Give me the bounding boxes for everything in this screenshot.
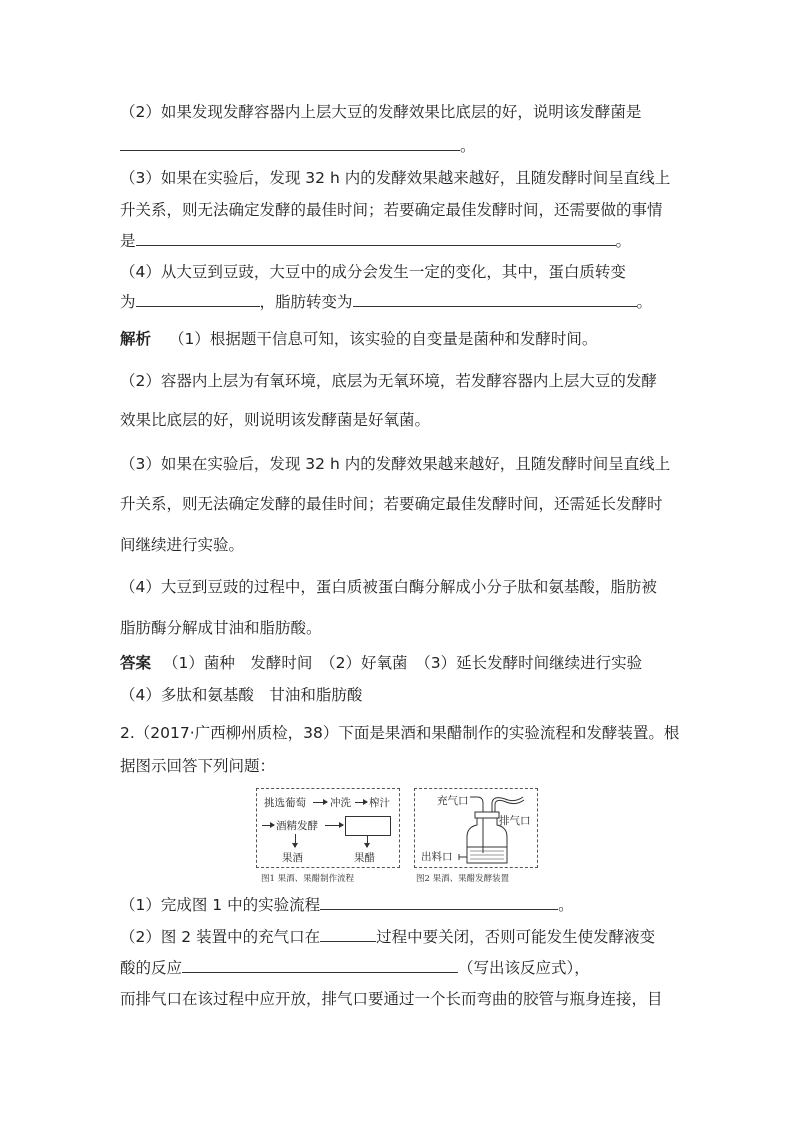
- figure-2-caption: 图2 果酒、果醋发酵装置: [416, 874, 510, 884]
- answer-label: 答案: [120, 654, 152, 672]
- flow-step-pick-grapes: 挑选葡萄: [264, 797, 306, 809]
- flow-arrow: [262, 825, 274, 826]
- outlet-label: 排气口: [499, 815, 531, 827]
- flow-step-juice: 榨汁: [369, 797, 390, 809]
- question-3-line-1: （3）如果在实验后，发现 32 h 内的发酵效果越来越好，且随发酵时间呈直线上: [120, 169, 671, 187]
- analysis-line-6: 间继续进行实验。: [120, 536, 245, 554]
- flow-arrow: [313, 802, 327, 803]
- figure-2-apparatus: [414, 788, 538, 868]
- analysis-line-8: 脂肪酶分解成甘油和脂肪酸。: [120, 619, 322, 637]
- question-3-line-3: 是 。: [120, 229, 631, 252]
- question-3-line-2: 升关系，则无法确定发酵的最佳时间；若要确定最佳发酵时间，还需要做的事情: [120, 201, 663, 219]
- answer-line-1: 答案 （1）菌种 发酵时间 （2）好氧菌 （3）延长发酵时间继续进行实验: [120, 654, 643, 672]
- inlet-label: 充气口: [437, 795, 469, 807]
- flow-arrow-down: [295, 834, 296, 847]
- question-2-text: （2）如果发现发酵容器内上层大豆的发酵效果比底层的好，说明该发酵菌是: [120, 103, 642, 121]
- answer-blank: [182, 956, 458, 973]
- flow-output-wine: 果酒: [282, 852, 303, 864]
- answer-blank: [120, 134, 460, 151]
- analysis-line-1: 解析 （1）根据题干信息可知，该实验的自变量是菌种和发酵时间。: [120, 330, 598, 348]
- answer-line-2: （4）多肽和氨基酸 甘油和脂肪酸: [120, 686, 363, 704]
- question-4-line-1: （4）从大豆到豆豉，大豆中的成分会发生一定的变化，其中，蛋白质转变: [120, 263, 626, 281]
- analysis-line-4: （3）如果在实验后，发现 32 h 内的发酵效果越来越好，且随发酵时间呈直线上: [120, 455, 671, 473]
- subquestion-2-line-2: 酸的反应 （写出该反应式），: [120, 956, 590, 979]
- question-2-answer-line: 。: [120, 134, 476, 157]
- subquestion-1: （1）完成图 1 中的实验流程 。: [120, 893, 574, 916]
- answer-blank: [136, 290, 260, 307]
- subquestion-2-line-1: （2）图 2 装置中的充气口在 过程中要关闭，否则可能发生使发酵液变: [120, 925, 655, 948]
- flow-output-vinegar: 果醋: [354, 852, 375, 864]
- flow-blank-box: [345, 816, 391, 836]
- answer-blank: [353, 290, 637, 307]
- flow-step-alcohol-fermentation: 酒精发酵: [276, 820, 318, 832]
- question-next-line-2: 据图示回答下列问题：: [120, 757, 276, 775]
- analysis-label: 解析: [120, 330, 152, 348]
- question-next-line-1: 2.（2017·广西柳州质检，38）下面是果酒和果醋制作的实验流程和发酵装置。根: [120, 724, 680, 742]
- answer-blank: [320, 925, 376, 942]
- analysis-line-3: 效果比底层的好，则说明该发酵菌是好氧菌。: [120, 411, 431, 429]
- analysis-line-7: （4）大豆到豆豉的过程中，蛋白质被蛋白酶分解成小分子肽和氨基酸，脂肪被: [120, 578, 657, 596]
- flow-arrow: [355, 802, 367, 803]
- analysis-line-5: 升关系，则无法确定发酵的最佳时间；若要确定最佳发酵时间，还需延长发酵时: [120, 495, 663, 513]
- subquestion-2-line-3: 而排气口在该过程中应开放，排气口要通过一个长而弯曲的胶管与瓶身连接，目: [120, 990, 663, 1008]
- flow-step-rinse: 冲洗: [330, 797, 351, 809]
- flow-arrow: [325, 825, 343, 826]
- figure-1-caption: 图1 果酒、果醋制作流程: [261, 874, 355, 884]
- question-4-line-2: 为 ，脂肪转变为 。: [120, 290, 652, 313]
- flow-arrow-down: [367, 835, 368, 847]
- answer-blank: [320, 893, 558, 910]
- figure-1-flowchart: [256, 788, 400, 868]
- figures: [256, 788, 538, 888]
- discharge-label: 出料口: [421, 851, 453, 863]
- answer-blank: [136, 229, 616, 246]
- analysis-line-2: （2）容器内上层为有氧环境，底层为无氧环境，若发酵容器内上层大豆的发酵: [120, 372, 657, 390]
